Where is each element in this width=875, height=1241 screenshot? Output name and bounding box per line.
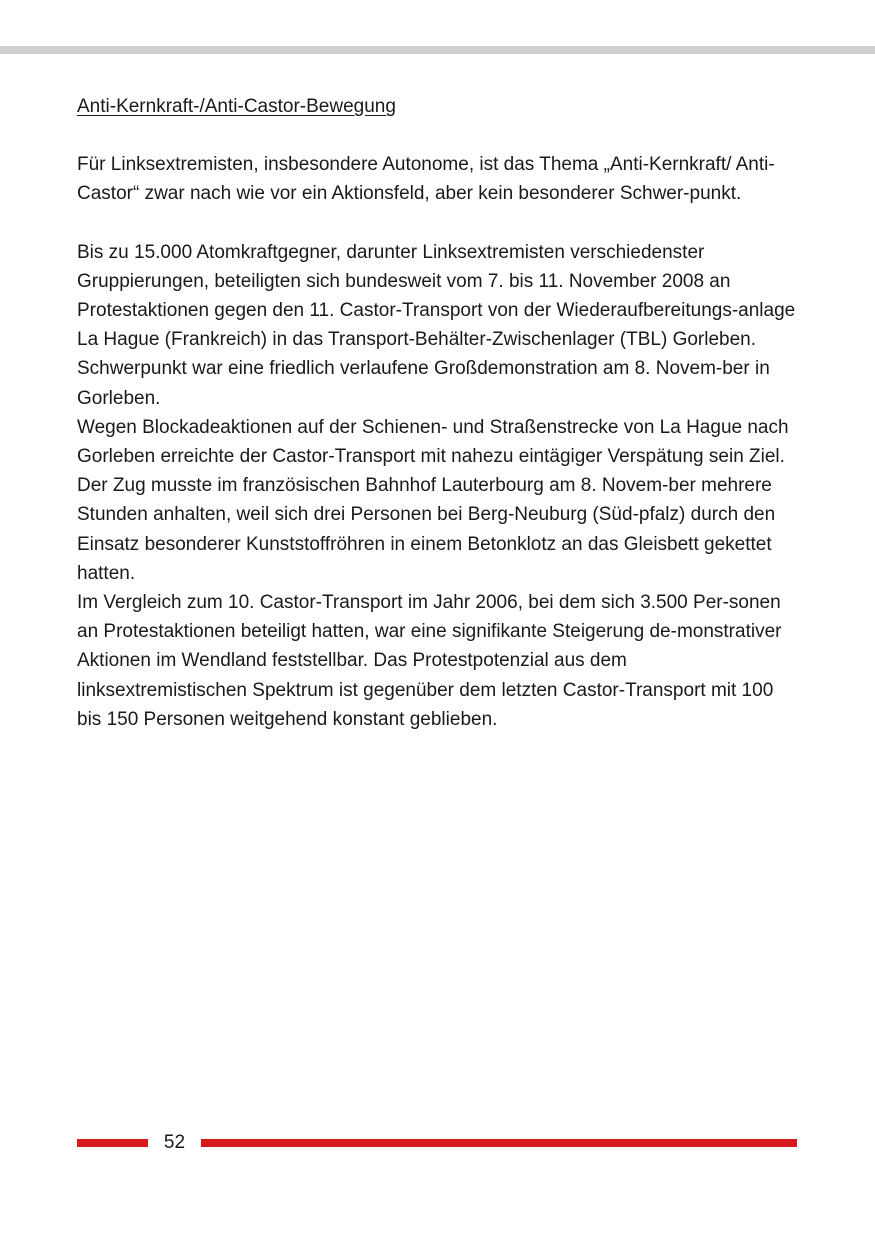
top-divider (0, 46, 875, 54)
page-body (77, 92, 801, 734)
footer-bar-left (77, 1139, 148, 1147)
paragraph-spacer (77, 209, 801, 238)
footer-bar-right (201, 1139, 797, 1147)
paragraph-blockade: Wegen Blockadeaktionen auf der Schienen- und Straßenstrecke von La Hague nach Gorleben erreichte der Castor-Transport mit nahezu eintägiger Verspätung sein Ziel. Der Zug musste im französischen Bahnhof Lauterbourg am 8. Novem-ber mehrere Stunden anhalten, weil sich drei Personen bei Berg-Neuburg (Süd-pfalz) durch den Einsatz besonderer Kunststoffröhren in einem Betonklotz an das Gleisbett gekettet hatten. (77, 416, 789, 584)
page-number: 52 (163, 1132, 186, 1153)
paragraph-demonstration: Schwerpunkt war eine friedlich verlaufene Großdemonstration am 8. Novem-ber in Gorleben. (77, 358, 770, 409)
section-heading: Anti-Kernkraft-/Anti-Castor-Bewegung (77, 96, 396, 117)
paragraph-intro: Für Linksextremisten, insbesondere Autonome, ist das Thema „Anti-Kernkraft/ Anti-Castor“ zwar nach wie vor ein Aktionsfeld, aber kein besonderer Schwer-punkt. (77, 154, 775, 205)
paragraph-comparison: Im Vergleich zum 10. Castor-Transport im Jahr 2006, bei dem sich 3.500 Per-sonen an Protestaktionen beteiligt hatten, war eine signifikante Steigerung de-monstrativer Aktionen im Wendland feststellbar. Das Protestpotenzial aus dem linksextremistischen Spektrum ist gegenüber dem letzten Castor-Transport mit 100 bis 150 Personen weitgehend konstant geblieben. (77, 592, 782, 730)
paragraph-protest-numbers: Bis zu 15.000 Atomkraftgegner, darunter Linksextremisten verschiedenster Gruppierungen, beteiligten sich bundesweit vom 7. bis 11. November 2008 an Protestaktionen gegen den 11. Castor-Transport von der Wiederaufbereitungs-anlage La Hague (Frankreich) in das Transport-Behälter-Zwischenlager (TBL) Gorleben. (77, 241, 796, 351)
